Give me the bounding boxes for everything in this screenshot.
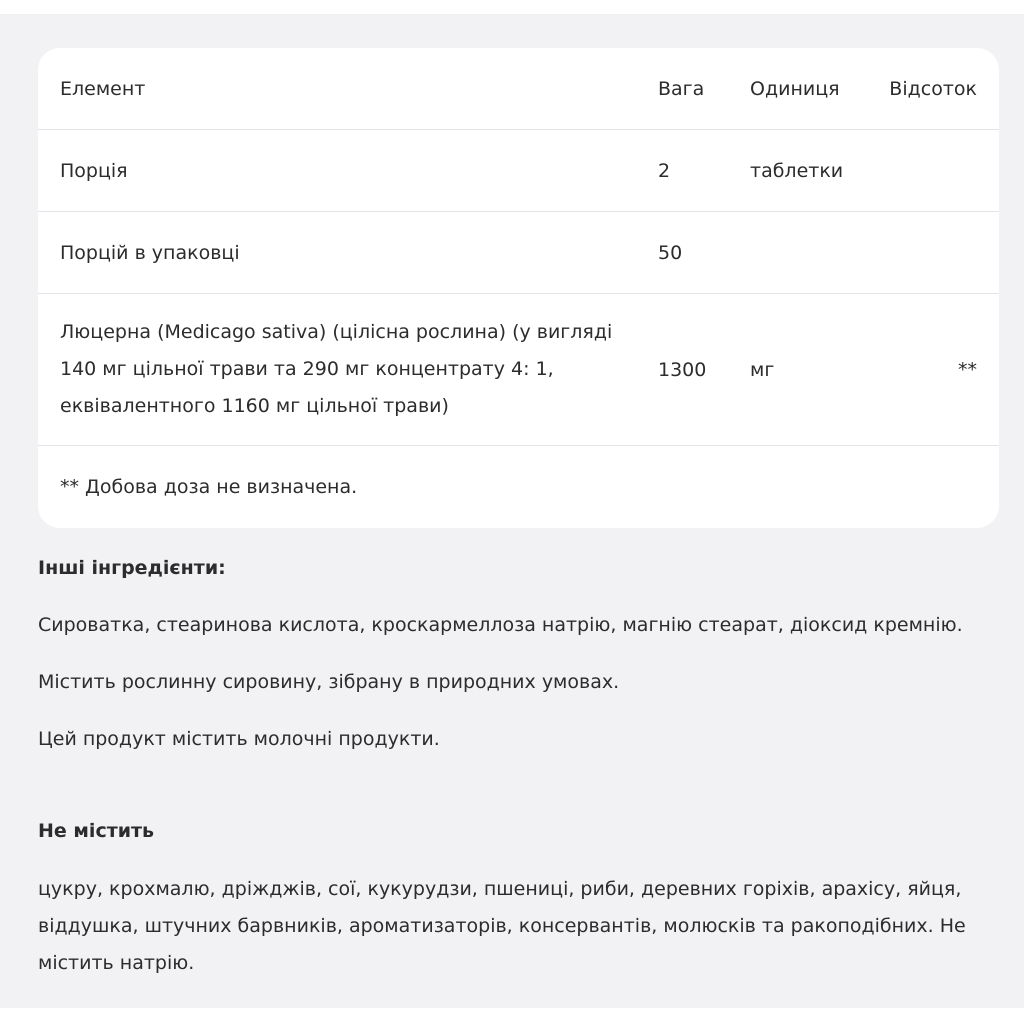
other-ingredients-heading: Інші інгредієнти: (38, 557, 226, 579)
does-not-contain-heading: Не містить (38, 820, 155, 842)
row-unit: мг (750, 358, 775, 381)
table-footnote: ** Добова доза не визначена. (60, 476, 358, 498)
row-element: Порцій в упаковці (60, 241, 240, 264)
does-not-contain-text: цукру, крохмалю, дріжджів, сої, кукурудзи, пшениці, риби, деревних горіхів, арахісу, яйця, віддушка, штучних барвників, ароматизаторів, консервантів, молюсків та ракоподібних. Не містить натрію. (38, 878, 966, 974)
column-header-weight: Вага (658, 77, 705, 100)
row-weight: 1300 (658, 358, 707, 381)
other-ingredients-paragraph: Сироватка, стеаринова кислота, кроскармеллоза натрію, магнію стеарат, діоксид кремнію. (38, 614, 963, 636)
row-weight: 2 (658, 159, 671, 182)
other-ingredients-paragraph: Містить рослинну сировину, зібрану в природних умовах. (38, 671, 620, 693)
row-element: Люцерна (Medicago sativa) (цілісна рослина) (у вигляді 140 мг цільної трави та 290 мг концентрату 4: 1, еквівалентного 1160 мг цільної трави) (60, 321, 613, 417)
column-header-percent: Відсоток (889, 77, 977, 100)
row-weight: 50 (658, 241, 683, 264)
table-row (38, 294, 999, 446)
nutrition-table (38, 48, 999, 528)
column-header-unit: Одиниця (750, 77, 840, 100)
column-header-element: Елемент (60, 77, 146, 100)
row-element: Порція (60, 159, 128, 182)
table-header-row (38, 48, 999, 130)
table-row (38, 212, 999, 294)
table-footnote-row (38, 446, 999, 528)
row-percent: ** (958, 358, 977, 381)
row-unit: таблетки (750, 159, 844, 182)
other-ingredients-paragraph: Цей продукт містить молочні продукти. (38, 728, 440, 750)
table-row (38, 130, 999, 212)
